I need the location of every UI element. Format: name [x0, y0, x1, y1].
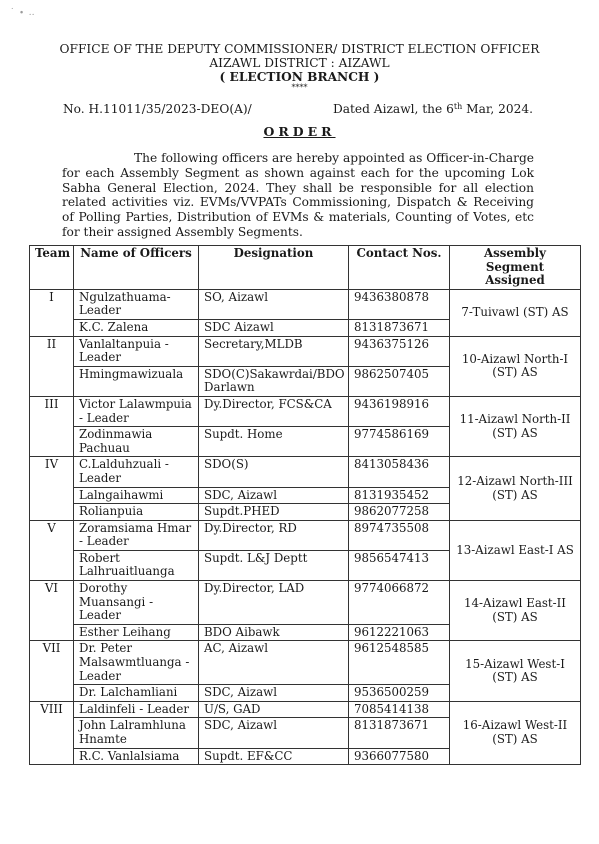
branch-title: ( ELECTION BRANCH ) — [219, 70, 380, 84]
officer-contact: 7085414138 — [349, 701, 450, 718]
officer-name: K.C. Zalena — [74, 319, 199, 336]
officer-designation: SDC Aizawl — [199, 319, 349, 336]
officer-contact: 8413058436 — [349, 457, 450, 487]
team-number: VII — [30, 641, 74, 701]
officer-contact: 8974735508 — [349, 520, 450, 550]
officer-name: Dr. Peter Malsawmtluanga - Leader — [74, 641, 199, 685]
officer-contact: 9862077258 — [349, 504, 450, 521]
officer-designation: SDC, Aizawl — [199, 487, 349, 504]
assembly-segment: 10-Aizawl North-I (ST) AS — [450, 336, 581, 396]
officer-contact: 9856547413 — [349, 550, 450, 580]
team-number: IV — [30, 457, 74, 520]
column-header: Contact Nos. — [349, 246, 450, 290]
officer-contact: 9536500259 — [349, 685, 450, 702]
officer-designation: BDO Aibawk — [199, 624, 349, 641]
officer-contact: 9612221063 — [349, 624, 450, 641]
district-title: AIZAWL DISTRICT : AIZAWL — [209, 56, 390, 70]
officer-designation: Supdt. Home — [199, 427, 349, 457]
officer-designation: U/S, GAD — [199, 701, 349, 718]
officer-contact: 9436375126 — [349, 336, 450, 366]
officer-name: R.C. Vanlalsiama — [74, 748, 199, 765]
table-body — [30, 289, 581, 764]
officer-name: Lalngaihawmi — [74, 487, 199, 504]
scan-marks: ˙ ∙ ‥ — [10, 8, 36, 18]
officer-contact: 8131873671 — [349, 718, 450, 748]
officer-designation: AC, Aizawl — [199, 641, 349, 685]
officer-name: John Lalramhluna Hnamte — [74, 718, 199, 748]
date-rest: Mar, 2024. — [462, 102, 533, 116]
officer-contact: 9862507405 — [349, 366, 450, 396]
assembly-segment: 16-Aizawl West-II (ST) AS — [450, 701, 581, 764]
officer-designation: Dy.Director, LAD — [199, 581, 349, 625]
assembly-segment: 15-Aizawl West-I (ST) AS — [450, 641, 581, 701]
table-row — [30, 396, 581, 426]
table-row — [30, 289, 581, 319]
officer-name: Zodinmawia Pachuau — [74, 427, 199, 457]
assembly-segment: 11-Aizawl North-II (ST) AS — [450, 396, 581, 456]
officer-name: Ngulzathuama-Leader — [74, 289, 199, 319]
order-title: ORDER — [263, 124, 336, 139]
office-title: OFFICE OF THE DEPUTY COMMISSIONER/ DISTRICT ELECTION OFFICER — [59, 42, 540, 56]
officer-designation: Supdt. L&J Deptt — [199, 550, 349, 580]
order-heading — [0, 124, 599, 139]
officer-name: Esther Leihang — [74, 624, 199, 641]
table-row — [30, 581, 581, 625]
officer-contact: 8131873671 — [349, 319, 450, 336]
officer-name: Victor Lalawmpuia - Leader — [74, 396, 199, 426]
assembly-segment: 12-Aizawl North-III (ST) AS — [450, 457, 581, 520]
date-ordinal: th — [453, 102, 463, 111]
order-date — [333, 102, 533, 116]
column-header: Designation — [199, 246, 349, 290]
order-body — [62, 151, 534, 240]
table-row — [30, 457, 581, 487]
officer-designation: Dy.Director, FCS&CA — [199, 396, 349, 426]
officer-designation: SDC, Aizawl — [199, 718, 349, 748]
table-row — [30, 701, 581, 718]
officer-designation: Supdt.PHED — [199, 504, 349, 521]
table-row — [30, 336, 581, 366]
officer-name: Vanlaltanpuia - Leader — [74, 336, 199, 366]
table-row — [30, 520, 581, 550]
assembly-segment: 13-Aizawl East-I AS — [450, 520, 581, 580]
officer-designation: Dy.Director, RD — [199, 520, 349, 550]
officer-designation: Secretary,MLDB — [199, 336, 349, 366]
officer-designation: SDC, Aizawl — [199, 685, 349, 702]
date-prefix: Dated Aizawl, the 6 — [332, 102, 454, 116]
team-number: VIII — [30, 701, 74, 764]
column-header: Assembly Segment Assigned — [450, 246, 581, 290]
officer-contact: 9774586169 — [349, 427, 450, 457]
team-number: III — [30, 396, 74, 456]
officer-name: Dorothy Muansangi - Leader — [74, 581, 199, 625]
column-header: Name of Officers — [74, 246, 199, 290]
reference-number: No. H.11011/35/2023-DEO(A)/ — [63, 102, 252, 116]
officer-name: Dr. Lalchamliani — [74, 685, 199, 702]
header-stars: **** — [291, 83, 308, 92]
team-number: I — [30, 289, 74, 336]
officer-designation: SDO(S) — [199, 457, 349, 487]
table-header-row — [30, 246, 581, 290]
officer-designation: SO, Aizawl — [199, 289, 349, 319]
officer-name: Rolianpuia — [74, 504, 199, 521]
officer-designation: SDO(C)Sakawrdai/BDO Darlawn — [199, 366, 349, 396]
table-row — [30, 641, 581, 685]
team-number: VI — [30, 581, 74, 641]
assembly-segment: 7-Tuivawl (ST) AS — [450, 289, 581, 336]
team-number: V — [30, 520, 74, 580]
officer-name: Robert Lalhruaitluanga — [74, 550, 199, 580]
officers-table — [29, 245, 581, 765]
officer-contact: 9612548585 — [349, 641, 450, 685]
officer-name: Zoramsiama Hmar - Leader — [74, 520, 199, 550]
officer-name: C.Lalduhzuali - Leader — [74, 457, 199, 487]
order-body-text: The following officers are hereby appointed as Officer-in-Charge for each Assembly Segment as shown against each for the upcoming Lok Sabha General Election, 2024. They shall be responsible for all election related activities viz. EVMs/VVPATs Commissioning, Dispatch & Receiving of Polling Parties, Distribution of EVMs & materials, Counting of Votes, etc for their assigned Assembly Segments. — [62, 151, 534, 239]
officer-name: Laldinfeli - Leader — [74, 701, 199, 718]
officer-contact: 8131935452 — [349, 487, 450, 504]
officer-contact: 9436198916 — [349, 396, 450, 426]
officer-name: Hmingmawizuala — [74, 366, 199, 396]
assembly-segment: 14-Aizawl East-II (ST) AS — [450, 581, 581, 641]
officer-contact: 9774066872 — [349, 581, 450, 625]
officer-contact: 9436380878 — [349, 289, 450, 319]
officer-contact: 9366077580 — [349, 748, 450, 765]
team-number: II — [30, 336, 74, 396]
column-header: Team — [30, 246, 74, 290]
officer-designation: Supdt. EF&CC — [199, 748, 349, 765]
